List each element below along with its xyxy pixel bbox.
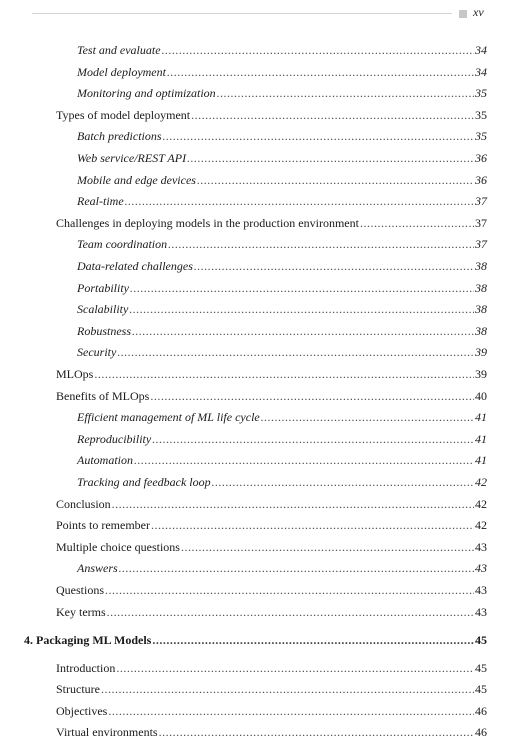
toc-entry-page: 34 — [475, 64, 487, 79]
toc-leader-dots — [152, 429, 474, 449]
toc-entry-label: Conclusion — [56, 496, 111, 511]
toc-entry-page: 38 — [475, 259, 487, 273]
toc-leader-dots — [132, 321, 474, 341]
toc-leader-dots — [187, 148, 474, 168]
toc-entry-label: Data-related challenges — [77, 259, 193, 273]
toc-leader-dots — [116, 658, 474, 678]
toc-entry-page: 39 — [475, 345, 487, 360]
toc-leader-dots — [194, 256, 474, 276]
toc-leader-dots — [360, 213, 474, 233]
toc-entry-page: 35 — [475, 107, 487, 122]
toc-entry-label: 4. Packaging ML Models — [24, 632, 152, 647]
toc-leader-dots — [261, 407, 474, 427]
toc-entry-page: 42 — [475, 496, 487, 511]
toc-leader-dots — [94, 364, 474, 384]
toc-leader-dots — [159, 722, 474, 742]
toc-entry[interactable] — [77, 299, 487, 319]
toc-entry[interactable] — [56, 105, 487, 125]
toc-entry[interactable] — [56, 580, 487, 600]
toc-leader-dots — [117, 342, 474, 362]
toc-entry[interactable] — [77, 62, 487, 82]
toc-entry-label: Points to remember — [56, 518, 150, 533]
toc-entry-page: 41 — [475, 431, 487, 446]
toc-entry-page: 42 — [475, 518, 487, 533]
toc-entry-page: 34 — [475, 43, 487, 57]
toc-entry-page: 45 — [475, 660, 487, 675]
toc-entry-label: Test and evaluate — [77, 43, 161, 57]
toc-entry[interactable] — [77, 148, 487, 168]
toc-leader-dots — [151, 515, 474, 535]
toc-leader-dots — [101, 679, 474, 699]
toc-entry-page: 38 — [475, 280, 487, 295]
toc-entry[interactable] — [77, 256, 487, 276]
header-rule — [32, 13, 452, 14]
toc-entry[interactable] — [56, 658, 487, 678]
toc-entry[interactable] — [56, 722, 487, 742]
toc-entry-label: Reproducibility — [77, 431, 152, 446]
toc-leader-dots — [112, 494, 474, 514]
toc-entry-label: Real-time — [77, 194, 124, 209]
toc-entry-page: 43 — [475, 561, 487, 576]
toc-entry-label: Questions — [56, 583, 104, 597]
toc-entry-page: 37 — [475, 215, 487, 230]
toc-entry-label: Objectives — [56, 703, 108, 718]
toc-entry-label: Answers — [77, 561, 118, 576]
toc-entry-page: 38 — [475, 323, 487, 338]
toc-entry-page: 42 — [475, 475, 487, 489]
toc-entry-page: 45 — [475, 632, 487, 647]
toc-entry-label: Automation — [77, 453, 133, 468]
toc-entry[interactable] — [56, 364, 487, 384]
toc-leader-dots — [168, 234, 474, 254]
toc-leader-dots — [119, 558, 474, 578]
toc-leader-dots — [129, 299, 474, 319]
toc-entry-page: 41 — [475, 410, 487, 425]
toc-entry-page: 37 — [475, 237, 487, 252]
toc-entry-label: Challenges in deploying models in the production environment — [56, 215, 359, 230]
toc-entry-label: Key terms — [56, 604, 106, 619]
toc-entry-page: 35 — [475, 86, 487, 101]
toc-entry[interactable] — [56, 494, 487, 514]
page-header — [0, 0, 512, 30]
toc-entry-page: 43 — [475, 539, 487, 554]
toc-entry-label: Benefits of MLOps — [56, 388, 150, 403]
toc-entry[interactable] — [56, 515, 487, 535]
toc-entry-page: 35 — [475, 129, 487, 144]
toc-entry[interactable] — [77, 450, 487, 470]
toc-leader-dots — [134, 450, 474, 470]
toc-leader-dots — [191, 105, 474, 125]
toc-entry-label: Structure — [56, 682, 100, 697]
toc-entry[interactable] — [56, 679, 487, 699]
toc-entry[interactable] — [56, 537, 487, 557]
toc-leader-dots — [152, 630, 474, 650]
toc-leader-dots — [197, 170, 474, 190]
toc-leader-dots — [107, 602, 474, 622]
page-number: xv — [473, 5, 484, 19]
toc-leader-dots — [125, 191, 474, 211]
toc-entry-label: Robustness — [77, 323, 131, 338]
toc-entry[interactable] — [56, 602, 487, 622]
toc-entry[interactable] — [56, 701, 487, 721]
toc-entry[interactable] — [77, 40, 487, 60]
toc-entry-label: Efficient management of ML life cycle — [77, 410, 260, 425]
toc-entry-page: 39 — [475, 367, 487, 381]
toc-entry[interactable] — [77, 126, 487, 146]
toc-entry-page: 36 — [475, 151, 487, 165]
toc-entry[interactable] — [77, 472, 487, 492]
toc-entry-label: Multiple choice questions — [56, 539, 180, 554]
toc-entry[interactable] — [77, 278, 487, 298]
toc-entry[interactable] — [77, 170, 487, 190]
toc-leader-dots — [105, 580, 474, 600]
toc-entry-label: MLOps — [56, 367, 94, 381]
toc-leader-dots — [150, 386, 474, 406]
toc-entry[interactable] — [77, 234, 487, 254]
toc-entry-label: Security — [77, 345, 117, 360]
toc-leader-dots — [108, 701, 474, 721]
toc-leader-dots — [162, 40, 474, 60]
toc-leader-dots — [181, 537, 474, 557]
toc-entry-page: 46 — [475, 725, 487, 740]
toc-leader-dots — [130, 278, 474, 298]
toc-entry[interactable] — [56, 386, 487, 406]
toc-entry[interactable] — [77, 321, 487, 341]
toc-entry-label: Virtual environments — [56, 725, 158, 740]
toc-leader-dots — [212, 472, 474, 492]
toc-entry-label: Types of model deployment — [56, 107, 191, 122]
toc-entry[interactable] — [77, 342, 487, 362]
toc-entry-label: Portability — [77, 280, 129, 295]
toc-entry-label: Mobile and edge devices — [77, 172, 196, 187]
toc-entry-label: Team coordination — [77, 237, 168, 252]
toc-entry-label: Introduction — [56, 660, 116, 675]
toc-leader-dots — [167, 62, 474, 82]
toc-entry[interactable] — [77, 429, 487, 449]
toc-entry[interactable] — [77, 558, 487, 578]
toc-leader-dots — [163, 126, 474, 146]
toc-entry-label: Web service/REST API — [77, 151, 187, 165]
toc-entry[interactable] — [77, 191, 487, 211]
toc-entry-label: Model deployment — [77, 64, 166, 79]
toc-entry-page: 46 — [475, 703, 487, 718]
toc-entry-label: Monitoring and optimization — [77, 86, 216, 101]
toc-entry-page: 40 — [475, 388, 487, 403]
toc-entry[interactable] — [56, 213, 487, 233]
toc-entry-label: Tracking and feedback loop — [77, 475, 211, 489]
toc-entry[interactable] — [77, 83, 487, 103]
toc-entry-page: 45 — [475, 682, 487, 697]
toc-leader-dots — [217, 83, 474, 103]
toc-entry[interactable] — [77, 407, 487, 427]
toc-entry-page: 38 — [475, 302, 487, 317]
header-square-icon — [459, 10, 467, 18]
toc-entry-page: 43 — [475, 604, 487, 619]
toc-entry-page: 43 — [475, 583, 487, 597]
toc-entry-label: Scalability — [77, 302, 129, 317]
toc-entry-page: 36 — [475, 172, 487, 187]
toc-chapter-entry[interactable] — [24, 630, 487, 650]
toc-entry-label: Batch predictions — [77, 129, 162, 144]
toc-entry-page: 37 — [475, 194, 487, 209]
toc-entry-page: 41 — [475, 453, 487, 468]
